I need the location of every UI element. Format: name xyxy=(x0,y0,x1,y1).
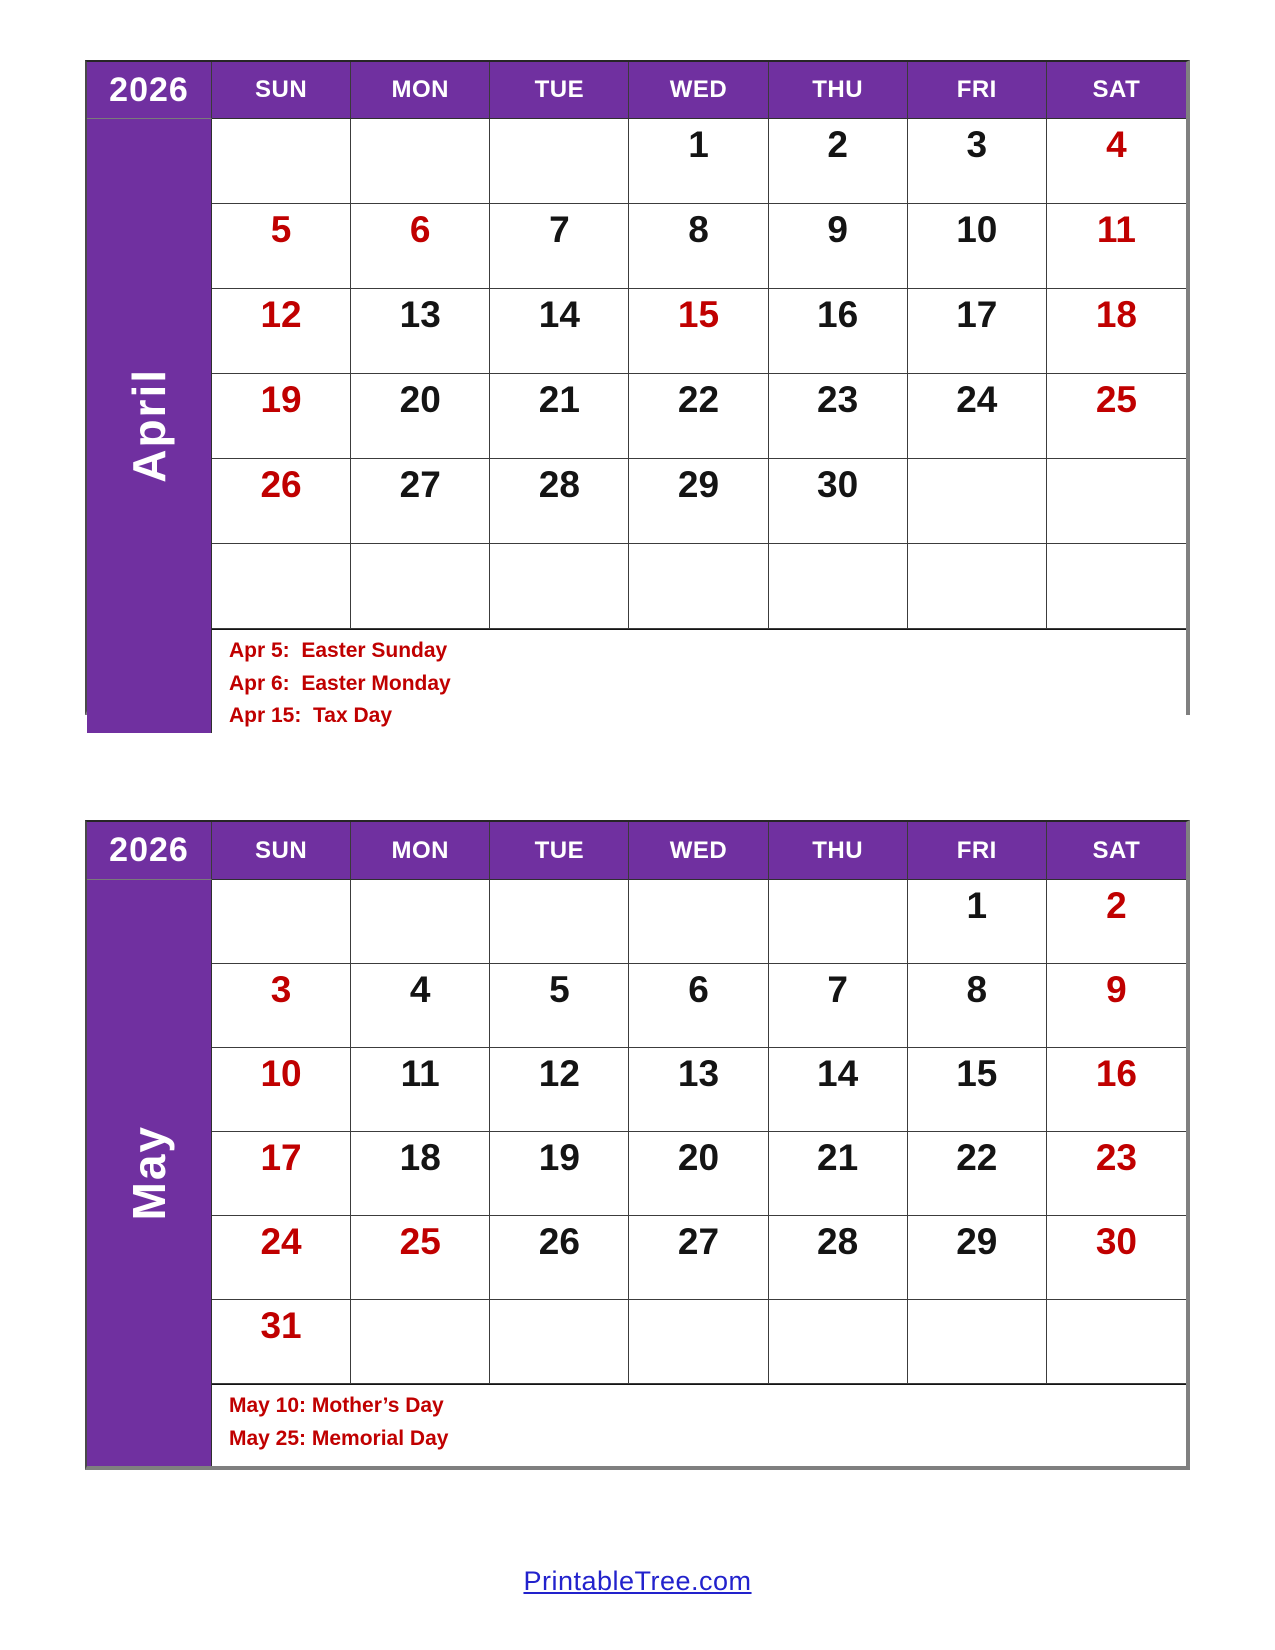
day-cell xyxy=(769,289,908,374)
day-cell xyxy=(351,119,490,204)
day-header-tue: TUE xyxy=(490,62,629,119)
day-cell xyxy=(1047,880,1186,964)
day-number: 1 xyxy=(966,885,988,926)
day-cell xyxy=(1047,459,1186,544)
day-header-fri: FRI xyxy=(908,62,1047,119)
day-cell xyxy=(1047,1048,1186,1132)
day-cell xyxy=(908,459,1047,544)
day-number: 8 xyxy=(688,209,709,250)
day-cell xyxy=(629,544,768,629)
day-number: 29 xyxy=(677,464,720,505)
day-number: 31 xyxy=(260,1305,302,1346)
calendar-april xyxy=(85,60,1190,728)
day-cell xyxy=(1047,1132,1186,1216)
day-number: 17 xyxy=(260,1137,302,1178)
day-cell xyxy=(769,204,908,289)
day-number: 17 xyxy=(956,294,998,335)
day-cell xyxy=(212,459,351,544)
day-number: 24 xyxy=(260,1221,302,1262)
day-cell xyxy=(212,1048,351,1132)
day-number: 25 xyxy=(1095,379,1137,420)
day-cell xyxy=(1047,374,1186,459)
day-cell xyxy=(351,880,490,964)
day-cell xyxy=(908,119,1047,204)
day-number: 9 xyxy=(827,209,848,250)
holiday-note: Apr 15: Tax Day xyxy=(229,704,393,728)
day-cell xyxy=(629,459,768,544)
day-header-fri: FRI xyxy=(908,822,1047,880)
day-number: 28 xyxy=(817,1221,859,1262)
day-cell xyxy=(490,1048,629,1132)
day-number: 10 xyxy=(260,1053,302,1094)
day-number: 5 xyxy=(270,209,292,250)
day-cell xyxy=(490,1132,629,1216)
day-number: 16 xyxy=(1095,1053,1137,1094)
day-cell xyxy=(769,1132,908,1216)
day-header-sun: SUN xyxy=(212,822,351,880)
holiday-note: Apr 5: Easter Sunday xyxy=(229,639,448,662)
day-cell xyxy=(769,1048,908,1132)
day-number: 21 xyxy=(538,379,580,420)
day-number: 27 xyxy=(677,1221,720,1262)
day-number: 7 xyxy=(549,209,570,250)
day-cell xyxy=(769,1216,908,1300)
day-number: 30 xyxy=(1095,1221,1137,1262)
day-number: 23 xyxy=(817,379,859,420)
day-number: 20 xyxy=(399,379,441,420)
day-cell xyxy=(351,544,490,629)
day-cell xyxy=(351,289,490,374)
day-number: 1 xyxy=(688,124,709,165)
day-number: 16 xyxy=(817,294,859,335)
day-cell xyxy=(629,1132,768,1216)
day-cell xyxy=(769,964,908,1048)
day-cell xyxy=(629,374,768,459)
day-cell xyxy=(212,964,351,1048)
page-footer xyxy=(0,1566,1275,1597)
month-label: May xyxy=(123,1125,175,1221)
day-number: 12 xyxy=(260,294,302,335)
day-cell xyxy=(351,1216,490,1300)
day-number: 13 xyxy=(399,294,441,335)
day-number: 15 xyxy=(956,1053,998,1094)
day-cell xyxy=(490,289,629,374)
day-number: 14 xyxy=(538,294,580,335)
day-number: 9 xyxy=(1106,969,1127,1010)
day-cell xyxy=(908,1300,1047,1384)
day-cell xyxy=(212,1132,351,1216)
day-cell xyxy=(908,289,1047,374)
month-column xyxy=(87,880,212,1466)
day-header-thu: THU xyxy=(769,62,908,119)
day-cell xyxy=(629,964,768,1048)
day-number: 26 xyxy=(260,464,302,505)
day-cell xyxy=(212,374,351,459)
calendar-may xyxy=(85,820,1190,1470)
day-header-wed: WED xyxy=(629,62,768,119)
day-cell xyxy=(769,544,908,629)
holiday-note: May 10: Mother’s Day xyxy=(229,1394,444,1417)
day-cell xyxy=(1047,1216,1186,1300)
day-cell xyxy=(1047,289,1186,374)
day-cell xyxy=(490,119,629,204)
day-cell xyxy=(908,374,1047,459)
day-cell xyxy=(908,1048,1047,1132)
day-header-sun: SUN xyxy=(212,62,351,119)
day-cell xyxy=(629,1300,768,1384)
day-cell xyxy=(629,1216,768,1300)
day-cell xyxy=(212,1216,351,1300)
day-cell xyxy=(629,204,768,289)
day-number: 18 xyxy=(1095,294,1137,335)
day-cell xyxy=(212,1300,351,1384)
day-cell xyxy=(1047,119,1186,204)
day-cell xyxy=(351,1300,490,1384)
day-cell xyxy=(908,204,1047,289)
day-cell xyxy=(490,374,629,459)
day-number: 6 xyxy=(688,969,709,1010)
day-number: 22 xyxy=(956,1137,998,1178)
day-header-mon: MON xyxy=(351,62,490,119)
day-cell xyxy=(212,204,351,289)
day-cell xyxy=(629,289,768,374)
day-header-mon: MON xyxy=(351,822,490,880)
day-cell xyxy=(908,880,1047,964)
day-number: 6 xyxy=(409,209,431,250)
month-column xyxy=(87,119,212,733)
day-cell xyxy=(908,544,1047,629)
day-number: 27 xyxy=(399,464,441,505)
day-cell xyxy=(1047,1300,1186,1384)
day-cell xyxy=(351,204,490,289)
day-cell xyxy=(629,119,768,204)
holiday-note: Apr 6: Easter Monday xyxy=(229,671,451,695)
day-cell xyxy=(908,1216,1047,1300)
day-number: 22 xyxy=(677,379,720,420)
day-number: 12 xyxy=(538,1053,580,1094)
day-cell xyxy=(212,544,351,629)
day-number: 5 xyxy=(549,969,570,1010)
day-number: 19 xyxy=(260,379,302,420)
footer-link[interactable]: PrintableTree.com xyxy=(523,1566,752,1596)
day-cell xyxy=(212,119,351,204)
day-number: 18 xyxy=(399,1137,441,1178)
day-cell xyxy=(351,1048,490,1132)
day-number: 30 xyxy=(817,464,859,505)
day-header-wed: WED xyxy=(629,822,768,880)
day-number: 4 xyxy=(1106,124,1127,165)
day-number: 10 xyxy=(956,209,998,250)
day-number: 11 xyxy=(1096,209,1136,250)
day-number: 15 xyxy=(677,294,720,335)
day-cell xyxy=(1047,544,1186,629)
day-cell xyxy=(908,964,1047,1048)
day-cell xyxy=(769,880,908,964)
day-number: 19 xyxy=(538,1137,580,1178)
day-number: 24 xyxy=(956,379,998,420)
day-number: 3 xyxy=(270,969,292,1010)
day-cell xyxy=(908,1132,1047,1216)
day-number: 21 xyxy=(817,1137,859,1178)
year-label: 2026 xyxy=(87,62,212,119)
day-header-thu: THU xyxy=(769,822,908,880)
day-number: 2 xyxy=(827,124,848,165)
day-cell xyxy=(769,119,908,204)
holiday-note: May 25: Memorial Day xyxy=(229,1426,449,1450)
day-number: 8 xyxy=(966,969,988,1010)
day-number: 3 xyxy=(966,124,988,165)
day-cell xyxy=(490,204,629,289)
day-number: 13 xyxy=(677,1053,720,1094)
day-cell xyxy=(212,880,351,964)
holiday-notes xyxy=(212,629,1186,733)
day-cell xyxy=(490,880,629,964)
day-cell xyxy=(490,544,629,629)
day-cell xyxy=(212,289,351,374)
day-cell xyxy=(351,459,490,544)
day-number: 11 xyxy=(400,1053,440,1094)
day-cell xyxy=(490,459,629,544)
day-cell xyxy=(351,374,490,459)
day-number: 26 xyxy=(538,1221,580,1262)
day-cell xyxy=(1047,204,1186,289)
day-cell xyxy=(629,880,768,964)
day-header-sat: SAT xyxy=(1047,62,1186,119)
day-number: 28 xyxy=(538,464,580,505)
day-cell xyxy=(490,1300,629,1384)
day-number: 14 xyxy=(817,1053,859,1094)
day-number: 20 xyxy=(677,1137,720,1178)
day-cell xyxy=(769,1300,908,1384)
month-label: April xyxy=(123,368,175,484)
day-number: 29 xyxy=(956,1221,998,1262)
day-header-sat: SAT xyxy=(1047,822,1186,880)
day-number: 4 xyxy=(409,969,431,1010)
day-cell xyxy=(351,1132,490,1216)
day-header-tue: TUE xyxy=(490,822,629,880)
day-cell xyxy=(769,374,908,459)
holiday-notes xyxy=(212,1384,1186,1466)
day-number: 25 xyxy=(399,1221,441,1262)
day-cell xyxy=(490,1216,629,1300)
day-number: 23 xyxy=(1095,1137,1137,1178)
day-cell xyxy=(1047,964,1186,1048)
day-cell xyxy=(351,964,490,1048)
day-cell xyxy=(490,964,629,1048)
day-cell xyxy=(629,1048,768,1132)
day-cell xyxy=(769,459,908,544)
day-number: 2 xyxy=(1106,885,1127,926)
year-label: 2026 xyxy=(87,822,212,880)
day-number: 7 xyxy=(827,969,848,1010)
